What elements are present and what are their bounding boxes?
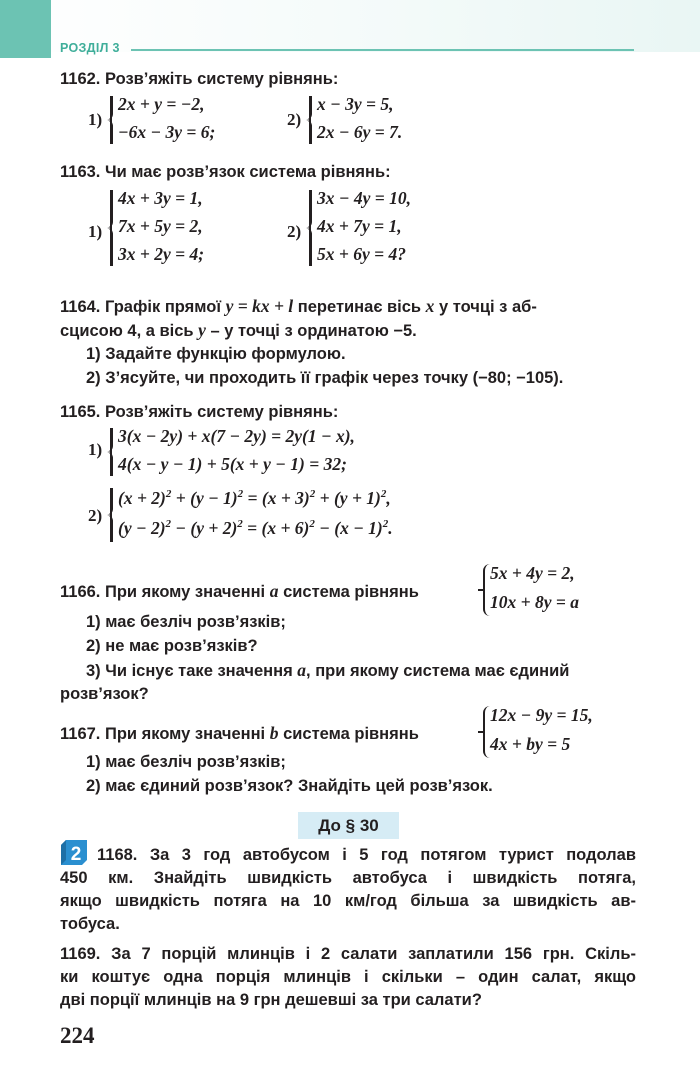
term: = (x + 3)	[243, 488, 310, 508]
term: (y − 2)	[118, 518, 166, 538]
text-line: За 3 год автобусом і 5 год потягом турист подолав	[149, 846, 636, 864]
exponent: 2	[237, 518, 243, 531]
problem-1169	[60, 942, 636, 966]
item: 1) має безліч розв’язків;	[86, 753, 286, 771]
equation: 2x + y = −2,	[118, 94, 205, 114]
problem-number: 1168.	[97, 846, 138, 864]
text: , при якому система має єдиний	[306, 662, 570, 680]
text: у точці з аб-	[439, 298, 537, 316]
problem-1164	[60, 294, 636, 319]
problem-number: 1162.	[60, 70, 101, 88]
system-label: 2)	[88, 506, 103, 525]
term: = (x + 6)	[242, 518, 310, 538]
level-2-icon	[61, 840, 87, 865]
term: + (y − 1)	[171, 488, 238, 508]
problem-text: Чи має розв’язок система рівнянь:	[104, 163, 391, 181]
text-line: 450 км. Знайдіть швидкість автобуса і швидкість потяга,	[60, 869, 636, 887]
equation: 5x + 6y = 4?	[317, 244, 406, 264]
text: перетинає вісь	[297, 298, 422, 316]
system-label: 1)	[88, 440, 103, 459]
exponent: 2	[309, 518, 315, 531]
section-label: РОЗДІЛ 3	[60, 41, 120, 55]
equation: 2x − 6y = 7.	[317, 122, 403, 142]
problem-number: 1169.	[60, 945, 101, 963]
text: система рівнянь	[283, 583, 419, 601]
term: − (y + 2)	[171, 518, 238, 538]
system-label: 1)	[88, 222, 103, 241]
exponent: 2	[165, 518, 172, 531]
text-line: ки коштує одна порція млинців і скільки – один салат, якщо	[60, 968, 636, 986]
section-reference: До § 30	[298, 812, 399, 839]
problem-1165	[60, 400, 636, 424]
system-label: 2)	[287, 110, 302, 129]
variable: x	[425, 296, 435, 316]
text: – у точці з ординатою −5.	[210, 322, 417, 340]
term: (x + 2)	[118, 488, 166, 508]
problem-1168	[97, 843, 636, 867]
problem-number: 1164.	[60, 298, 101, 316]
equation: 7x + 5y = 2,	[118, 216, 203, 236]
term: ,	[386, 488, 391, 508]
variable: b	[269, 723, 279, 743]
text-line: За 7 порцій млинців і 2 салати заплатили 156 грн. Скіль-	[111, 945, 636, 963]
problem-1162	[60, 67, 636, 91]
equation: 12x − 9y = 15,	[490, 705, 593, 725]
item: 2) має єдиний розв’язок? Знайдіть цей розв’язок.	[86, 777, 493, 795]
problem-1164-line2	[60, 318, 636, 343]
exponent: 2	[237, 488, 244, 501]
problem-number: 1166.	[60, 583, 101, 601]
equation: 4(x − y − 1) + 5(x + y − 1) = 32;	[118, 454, 347, 474]
chapter-tab	[0, 0, 51, 58]
exponent: 2	[382, 518, 389, 531]
text: При якому значенні	[104, 583, 266, 601]
text: При якому значенні	[104, 725, 266, 743]
header-rule	[131, 49, 634, 51]
exponent: 2	[165, 488, 172, 501]
equation: 3x − 4y = 10,	[317, 188, 411, 208]
text-line: тобуса.	[60, 915, 120, 933]
problem-number: 1163.	[60, 163, 101, 181]
equation: 4x + by = 5	[490, 734, 571, 754]
equation: 3x + 2y = 4;	[118, 244, 205, 264]
equation: −6x − 3y = 6;	[118, 122, 216, 142]
term: − (x − 1)	[314, 518, 383, 538]
system-brace	[478, 564, 488, 616]
item: 2) З’ясуйте, чи проходить її графік через точку (−80; −105).	[86, 369, 564, 387]
equation: 4x + 7y = 1,	[317, 216, 402, 236]
item: 1) має безліч розв’язків;	[86, 613, 286, 631]
equation	[118, 488, 391, 509]
formula: y = kx + l	[225, 296, 294, 316]
equation: 3(x − 2y) + x(7 − 2y) = 2y(1 − x),	[118, 426, 355, 446]
text-line: якщо швидкість потяга на 10 км/год більша за швидкість ав-	[60, 892, 636, 910]
text: система рівнянь	[283, 725, 419, 743]
exponent: 2	[380, 488, 387, 501]
equation: 5x + 4y = 2,	[490, 563, 575, 583]
item	[86, 658, 636, 683]
exponent: 2	[309, 488, 316, 501]
equation	[118, 518, 393, 539]
variable: a	[297, 660, 307, 680]
equation: 10x + 8y = a	[490, 592, 579, 612]
equation: x − 3y = 5,	[317, 94, 394, 114]
system-label: 1)	[88, 110, 103, 129]
variable: a	[269, 581, 279, 601]
item-continuation: розв’язок?	[60, 685, 149, 703]
text-line: дві порції млинців на 9 грн дешевші за три салати?	[60, 991, 482, 1009]
system-label: 2)	[287, 222, 302, 241]
problem-number: 1167.	[60, 725, 101, 743]
problem-1163	[60, 160, 636, 184]
equation: 4x + 3y = 1,	[118, 188, 203, 208]
icon-level-text: 2	[70, 844, 82, 865]
page-number: 224	[60, 1023, 95, 1048]
term: + (y + 1)	[315, 488, 381, 508]
text: сцисою 4, а вісь	[60, 322, 194, 340]
item: 2) не має розв’язків?	[86, 637, 258, 655]
text: 3) Чи існує таке значення	[86, 662, 293, 680]
term: .	[388, 518, 393, 538]
text: Графік прямої	[104, 298, 221, 316]
problem-text: Розв’яжіть систему рівнянь:	[104, 70, 339, 88]
problem-number: 1165.	[60, 403, 101, 421]
item: 1) Задайте функцію формулою.	[86, 345, 346, 363]
variable: y	[198, 320, 206, 340]
problem-text: Розв’яжіть систему рівнянь:	[104, 403, 339, 421]
